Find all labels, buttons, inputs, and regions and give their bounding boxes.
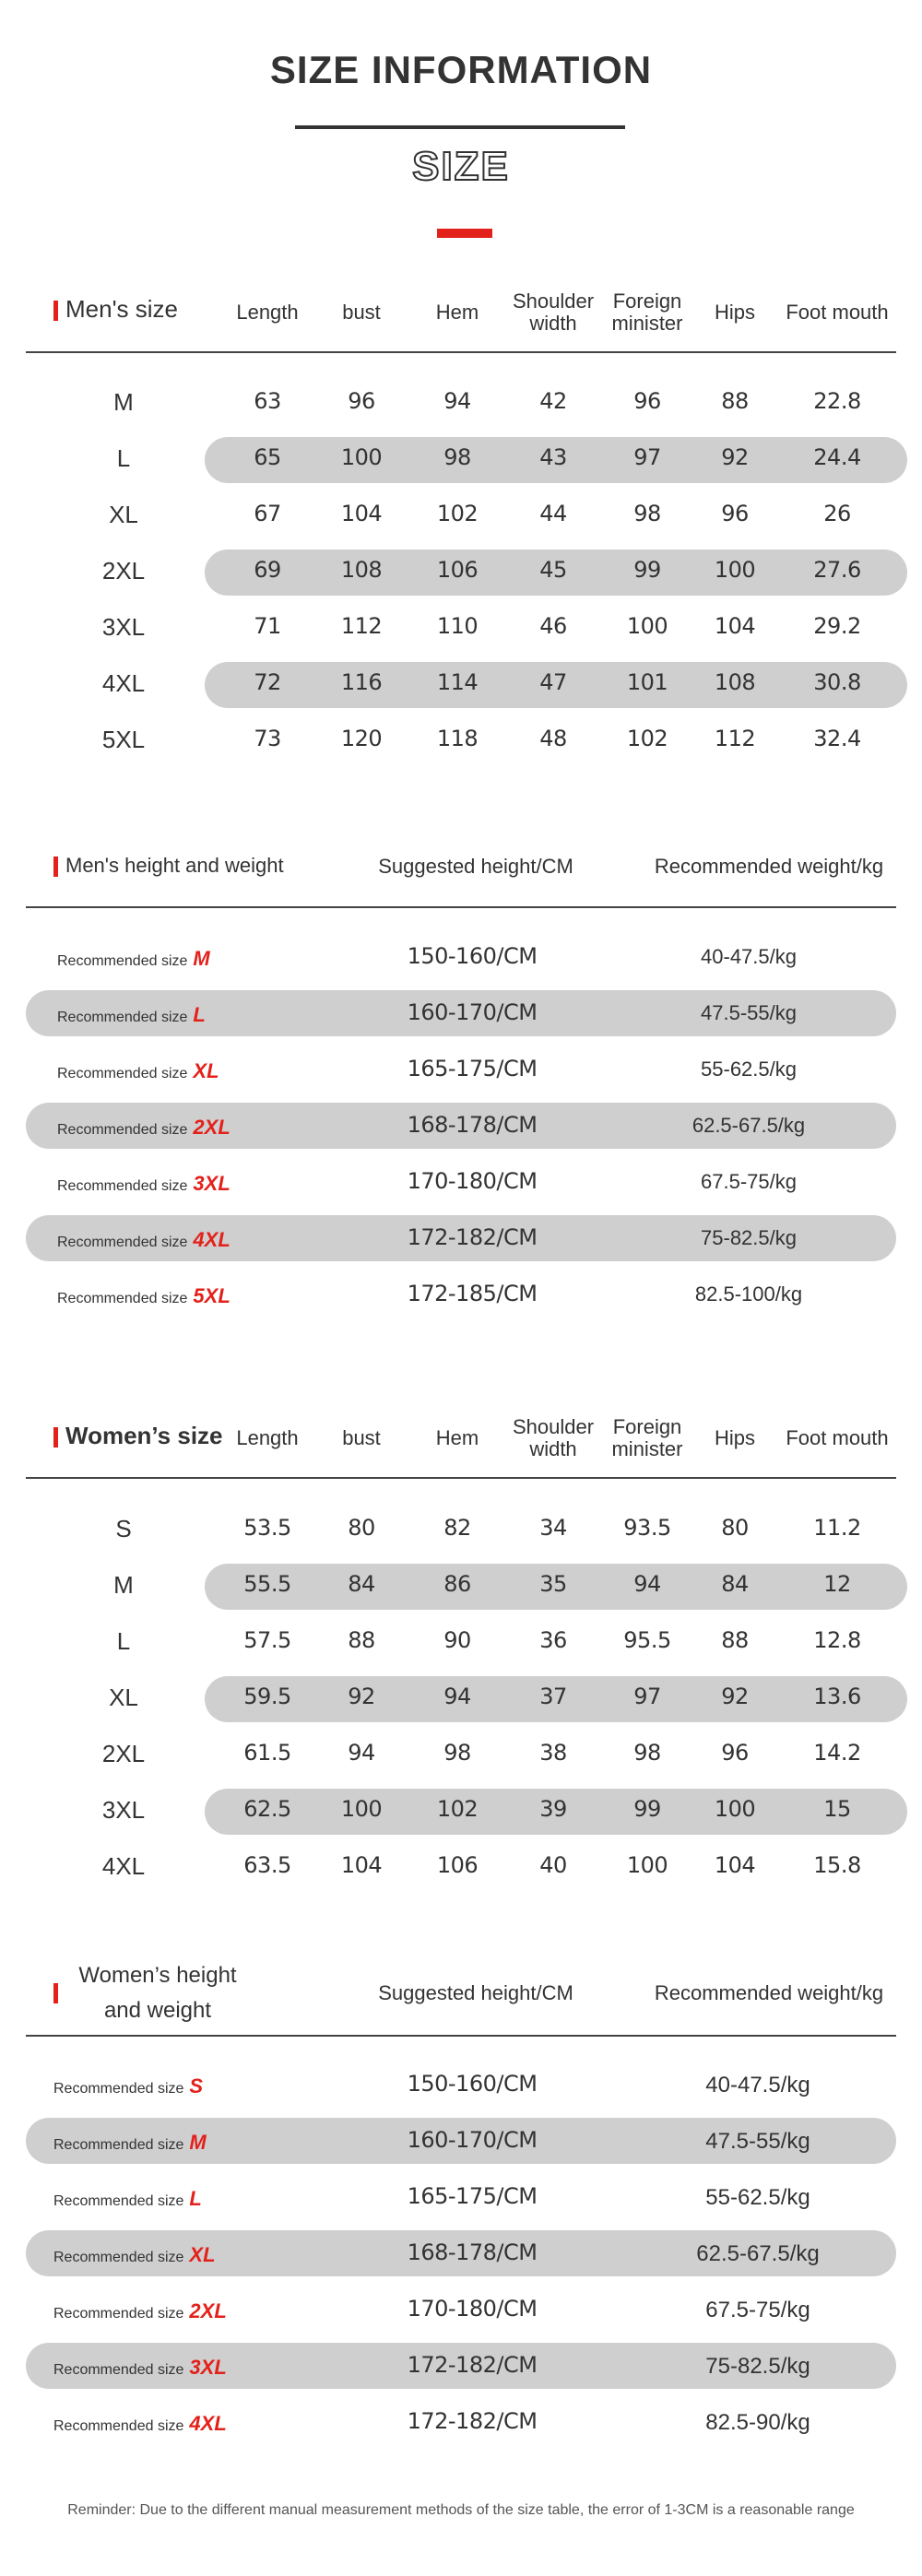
table-cell: 11.2 — [813, 1515, 861, 1541]
table-cell: 90 — [443, 1627, 471, 1653]
size-code: L — [189, 2187, 202, 2210]
column-header-height: Suggested height/CM — [378, 855, 573, 878]
label-text: Recommended size — [57, 953, 188, 969]
section-heading — [53, 295, 178, 324]
table-cell: 98 — [633, 1740, 661, 1766]
table-cell: 100 — [340, 1796, 383, 1822]
accent-bar — [53, 1427, 58, 1448]
table-cell: 110 — [436, 613, 479, 639]
height-cell: 160-170/CM — [407, 2127, 538, 2153]
recommended-size-label — [57, 947, 210, 971]
size-label: L — [116, 1627, 131, 1655]
table-cell: 98 — [443, 444, 471, 470]
table-cell: 100 — [626, 613, 668, 639]
table-cell: 13.6 — [813, 1684, 861, 1709]
height-cell: 168-178/CM — [407, 2239, 538, 2265]
table-cell: 40 — [539, 1852, 567, 1878]
table-cell: 32.4 — [813, 726, 861, 751]
table-cell: 96 — [721, 501, 749, 526]
table-cell: 106 — [436, 557, 479, 583]
label-text: Recommended size — [53, 2081, 184, 2097]
title-divider — [295, 125, 625, 129]
size-code: M — [193, 947, 210, 970]
label-text: Recommended size — [53, 2193, 184, 2209]
height-cell: 165-175/CM — [407, 2183, 538, 2209]
table-cell: 63 — [254, 388, 281, 414]
footer-reminder: Reminder: Due to the different manual measurement methods of the size table, the error of 1-3CM is a reasonable range — [67, 2502, 855, 2518]
size-label: S — [115, 1515, 132, 1542]
size-code: 4XL — [189, 2412, 227, 2435]
table-cell: 46 — [539, 613, 567, 639]
table-cell: 94 — [348, 1740, 375, 1766]
table-cell: 97 — [633, 444, 661, 470]
accent-bar — [53, 301, 58, 321]
table-cell: 35 — [539, 1571, 567, 1597]
table-cell: 37 — [539, 1684, 567, 1709]
header-divider — [26, 351, 896, 353]
table-cell: 65 — [254, 444, 281, 470]
table-cell: 92 — [721, 444, 749, 470]
weight-cell: 67.5-75/kg — [705, 2298, 810, 2322]
height-cell: 172-185/CM — [407, 1281, 538, 1306]
table-cell: 102 — [436, 1796, 479, 1822]
table-cell: 99 — [633, 1796, 661, 1822]
recommended-size-label — [57, 1284, 230, 1308]
table-cell: 72 — [254, 669, 281, 695]
accent-divider — [437, 229, 492, 238]
weight-cell: 82.5-100/kg — [694, 1282, 803, 1306]
recommended-size-label — [53, 2412, 227, 2436]
weight-cell: 75-82.5/kg — [705, 2354, 810, 2379]
table-cell: 26 — [823, 501, 851, 526]
height-cell: 168-178/CM — [407, 1112, 538, 1138]
column-header: Hem — [435, 1426, 479, 1449]
table-cell: 104 — [714, 613, 756, 639]
table-cell: 96 — [721, 1740, 749, 1766]
label-text: Recommended size — [57, 1235, 188, 1250]
table-cell: 63.5 — [243, 1852, 291, 1878]
table-cell: 88 — [348, 1627, 375, 1653]
header-divider — [26, 2035, 896, 2037]
header-divider — [26, 906, 896, 908]
table-cell: 15.8 — [813, 1852, 861, 1878]
table-cell: 92 — [348, 1684, 375, 1709]
table-cell: 97 — [633, 1684, 661, 1709]
table-cell: 12 — [823, 1571, 851, 1597]
table-cell: 44 — [539, 501, 567, 526]
table-cell: 34 — [539, 1515, 567, 1541]
height-cell: 165-175/CM — [407, 1056, 538, 1081]
size-label: XL — [109, 1684, 138, 1711]
table-cell: 114 — [436, 669, 479, 695]
label-text: Recommended size — [57, 1066, 188, 1081]
recommended-size-label — [57, 1228, 230, 1252]
table-cell: 118 — [436, 726, 479, 751]
column-header-weight: Recommended weight/kg — [654, 855, 884, 878]
size-label: 4XL — [101, 1852, 146, 1880]
recommended-size-label — [57, 1003, 206, 1027]
table-cell: 99 — [633, 557, 661, 583]
column-header-weight: Recommended weight/kg — [654, 1981, 884, 2004]
size-label: 3XL — [101, 1796, 146, 1824]
table-cell: 45 — [539, 557, 567, 583]
height-cell: 172-182/CM — [407, 2352, 538, 2378]
section-title: Men's height and weight — [65, 854, 284, 877]
header-divider — [26, 1477, 896, 1479]
table-cell: 93.5 — [623, 1515, 671, 1541]
table-cell: 116 — [340, 669, 383, 695]
size-label: XL — [109, 501, 138, 528]
label-text: Recommended size — [57, 1178, 188, 1194]
height-cell: 160-170/CM — [407, 999, 538, 1025]
table-cell: 69 — [254, 557, 281, 583]
table-cell: 95.5 — [623, 1627, 671, 1653]
table-cell: 100 — [714, 1796, 756, 1822]
weight-cell: 40-47.5/kg — [705, 2073, 810, 2097]
column-header: Length — [236, 1426, 299, 1449]
height-cell: 170-180/CM — [407, 2296, 538, 2322]
height-cell: 150-160/CM — [407, 943, 538, 969]
table-cell: 98 — [443, 1740, 471, 1766]
table-cell: 96 — [348, 388, 375, 414]
table-cell: 80 — [721, 1515, 749, 1541]
table-cell: 112 — [340, 613, 383, 639]
table-cell: 62.5 — [243, 1796, 291, 1822]
recommended-size-label — [53, 2243, 216, 2267]
column-header: Hips — [714, 1426, 756, 1449]
table-cell: 24.4 — [813, 444, 861, 470]
weight-cell: 62.5-67.5/kg — [692, 1114, 806, 1137]
table-cell: 53.5 — [243, 1515, 291, 1541]
size-label: 2XL — [101, 557, 146, 585]
label-text: Recommended size — [53, 2306, 184, 2322]
size-code: M — [189, 2131, 207, 2154]
label-text: Recommended size — [57, 1291, 188, 1306]
page-title: SIZE INFORMATION — [269, 48, 653, 91]
label-text: Recommended size — [53, 2418, 184, 2434]
column-header: bust — [342, 1426, 381, 1449]
table-cell: 92 — [721, 1684, 749, 1709]
page-subtitle: SIZE — [412, 144, 510, 189]
table-cell: 48 — [539, 726, 567, 751]
weight-cell: 40-47.5/kg — [701, 945, 797, 968]
table-cell: 112 — [714, 726, 756, 751]
weight-cell: 47.5-55/kg — [701, 1001, 797, 1024]
weight-cell: 62.5-67.5/kg — [696, 2241, 820, 2266]
size-label: 3XL — [101, 613, 146, 641]
height-cell: 150-160/CM — [407, 2071, 538, 2097]
table-cell: 80 — [348, 1515, 375, 1541]
accent-bar — [53, 857, 58, 877]
weight-cell: 75-82.5/kg — [701, 1226, 797, 1249]
table-cell: 101 — [626, 669, 668, 695]
table-cell: 47 — [539, 669, 567, 695]
section-title: Women’s size — [65, 1422, 223, 1449]
table-cell: 88 — [721, 1627, 749, 1653]
size-code: S — [189, 2074, 204, 2097]
table-cell: 108 — [714, 669, 756, 695]
recommended-size-label — [53, 2187, 202, 2211]
size-label: 5XL — [101, 726, 146, 753]
table-cell: 30.8 — [813, 669, 861, 695]
column-header: Shoulder width — [512, 290, 595, 335]
table-cell: 42 — [539, 388, 567, 414]
column-header: bust — [342, 301, 381, 324]
label-text: Recommended size — [53, 2137, 184, 2153]
table-cell: 100 — [626, 1852, 668, 1878]
table-cell: 86 — [443, 1571, 471, 1597]
size-code: 4XL — [193, 1228, 230, 1251]
column-header: Foreign minister — [611, 290, 683, 335]
table-cell: 88 — [721, 388, 749, 414]
table-cell: 96 — [633, 388, 661, 414]
size-code: 5XL — [193, 1284, 230, 1307]
table-cell: 61.5 — [243, 1740, 291, 1766]
table-cell: 43 — [539, 444, 567, 470]
table-cell: 84 — [721, 1571, 749, 1597]
table-cell: 39 — [539, 1796, 567, 1822]
size-label: L — [116, 444, 131, 472]
table-cell: 36 — [539, 1627, 567, 1653]
height-cell: 170-180/CM — [407, 1168, 538, 1194]
weight-cell: 67.5-75/kg — [701, 1170, 797, 1193]
weight-cell: 55-62.5/kg — [705, 2185, 810, 2210]
section-title: Women’s height and weight — [78, 1963, 237, 2023]
column-header: Hem — [435, 301, 479, 324]
table-cell: 102 — [626, 726, 668, 751]
table-cell: 59.5 — [243, 1684, 291, 1709]
height-cell: 172-182/CM — [407, 1224, 538, 1250]
table-cell: 38 — [539, 1740, 567, 1766]
table-cell: 100 — [714, 557, 756, 583]
table-cell: 57.5 — [243, 1627, 291, 1653]
table-cell: 84 — [348, 1571, 375, 1597]
table-cell: 120 — [340, 726, 383, 751]
column-header: Hips — [714, 301, 756, 324]
table-cell: 82 — [443, 1515, 471, 1541]
table-cell: 100 — [340, 444, 383, 470]
table-cell: 108 — [340, 557, 383, 583]
table-cell: 12.8 — [813, 1627, 861, 1653]
table-cell: 55.5 — [243, 1571, 291, 1597]
table-cell: 29.2 — [813, 613, 861, 639]
weight-cell: 47.5-55/kg — [705, 2129, 810, 2154]
table-cell: 15 — [823, 1796, 851, 1822]
column-header: Foot mouth — [786, 301, 889, 324]
section-heading — [53, 854, 284, 878]
size-code: 2XL — [193, 1116, 230, 1139]
size-code: L — [193, 1003, 206, 1026]
weight-cell: 55-62.5/kg — [701, 1058, 797, 1081]
recommended-size-label — [53, 2131, 207, 2155]
column-header: Length — [236, 301, 299, 324]
accent-bar — [53, 1983, 58, 2003]
column-header-height: Suggested height/CM — [378, 1981, 573, 2004]
column-header: Foreign minister — [611, 1415, 683, 1460]
table-cell: 67 — [254, 501, 281, 526]
table-cell: 27.6 — [813, 557, 861, 583]
table-cell: 94 — [633, 1571, 661, 1597]
label-text: Recommended size — [57, 1122, 188, 1138]
section-heading — [53, 1422, 223, 1450]
table-cell: 94 — [443, 388, 471, 414]
label-text: Recommended size — [57, 1010, 188, 1025]
size-label: M — [113, 1571, 134, 1599]
table-cell: 104 — [714, 1852, 756, 1878]
recommended-size-label — [57, 1116, 230, 1140]
table-cell: 71 — [254, 613, 281, 639]
recommended-size-label — [53, 2356, 227, 2380]
column-header: Foot mouth — [786, 1426, 889, 1449]
table-cell: 22.8 — [813, 388, 861, 414]
recommended-size-label — [53, 2074, 203, 2098]
label-text: Recommended size — [53, 2250, 184, 2265]
size-code: 3XL — [189, 2356, 227, 2379]
table-cell: 14.2 — [813, 1740, 861, 1766]
weight-cell: 82.5-90/kg — [705, 2410, 810, 2435]
size-code: XL — [189, 2243, 216, 2266]
table-cell: 73 — [254, 726, 281, 751]
label-text: Recommended size — [53, 2362, 184, 2378]
size-code: 2XL — [189, 2299, 227, 2322]
recommended-size-label — [57, 1172, 230, 1196]
size-label: 2XL — [101, 1740, 146, 1767]
size-label: M — [113, 388, 134, 416]
table-cell: 94 — [443, 1684, 471, 1709]
table-cell: 104 — [340, 501, 383, 526]
column-header: Shoulder width — [512, 1415, 595, 1460]
recommended-size-label — [53, 2299, 227, 2323]
height-cell: 172-182/CM — [407, 2408, 538, 2434]
size-label: 4XL — [101, 669, 146, 697]
section-title: Men's size — [65, 295, 179, 323]
section-heading — [53, 1958, 250, 2028]
table-cell: 106 — [436, 1852, 479, 1878]
size-code: 3XL — [193, 1172, 230, 1195]
table-cell: 98 — [633, 501, 661, 526]
recommended-size-label — [57, 1059, 219, 1083]
table-cell: 104 — [340, 1852, 383, 1878]
table-cell: 102 — [436, 501, 479, 526]
size-code: XL — [193, 1059, 219, 1082]
